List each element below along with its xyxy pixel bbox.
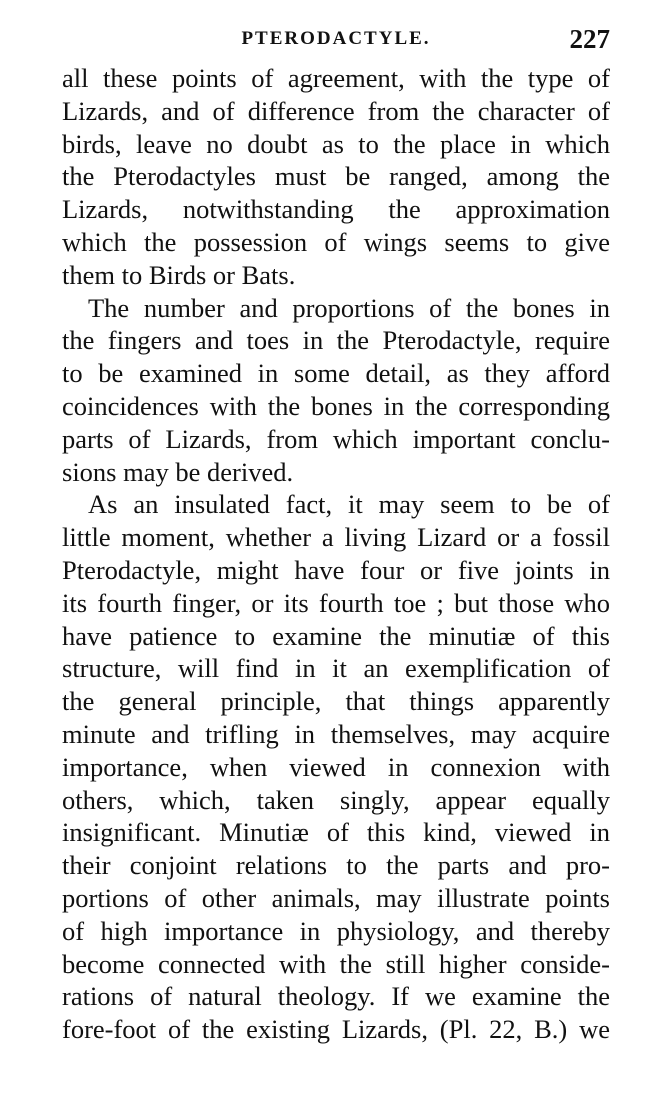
running-title: PTERODACTYLE. [241, 28, 431, 49]
text-line: which the possession of wings seems to give [62, 226, 610, 257]
text-line: sions may be derived. [62, 456, 294, 487]
text-line: birds, leave no doubt as to the place in which [62, 128, 610, 159]
text-line: Lizards, and of difference from the character of [62, 95, 610, 126]
paragraph [62, 292, 610, 489]
text-line: the general principle, that things apparently [62, 686, 610, 717]
paragraph [62, 488, 610, 1046]
text-line: the Pterodactyles must be ranged, among the [62, 161, 610, 192]
text-line: Lizards, notwithstanding the approximation [62, 194, 610, 225]
text-line: minute and trifling in themselves, may acquire [62, 718, 610, 749]
text-line: The number and proportions of the bones in [88, 292, 610, 323]
text-line: portions of other animals, may illustrate points [62, 882, 610, 913]
text-line: rations of natural theology. If we examine the [62, 981, 610, 1012]
text-line: have patience to examine the minutiæ of this [62, 620, 610, 651]
text-line: the fingers and toes in the Pterodactyle, require [62, 325, 610, 356]
running-head [62, 22, 610, 52]
page-number: 227 [569, 24, 610, 54]
text-line: structure, will find in it an exemplification of [62, 653, 610, 684]
text-line: others, which, taken singly, appear equally [62, 784, 610, 815]
text-line: little moment, whether a living Lizard or a fossil [62, 522, 610, 553]
text-line: all these points of agreement, with the type of [62, 63, 610, 93]
text-line: their conjoint relations to the parts and pro- [62, 850, 610, 881]
text-line: of high importance in physiology, and thereby [62, 915, 610, 946]
text-line: insignificant. Minutiæ of this kind, viewed in [62, 817, 610, 848]
text-line: importance, when viewed in connexion with [62, 751, 610, 782]
text-line: to be examined in some detail, as they afford [62, 358, 610, 389]
text-line: As an insulated fact, it may seem to be of [88, 489, 610, 520]
paragraph [62, 62, 610, 292]
text-line: them to Birds or Bats. [62, 259, 296, 290]
text-line: its fourth finger, or its fourth toe ; but those who [62, 587, 610, 618]
text-line: become connected with the still higher conside- [62, 948, 610, 979]
text-line: Pterodactyle, might have four or five joints in [62, 554, 610, 585]
text-line: fore-foot of the existing Lizards, (Pl. 22, B.) we [62, 1014, 610, 1045]
text-line: parts of Lizards, from which important conclu- [62, 423, 610, 454]
text-line: coincidences with the bones in the corresponding [62, 390, 610, 421]
body-text [62, 62, 610, 1046]
